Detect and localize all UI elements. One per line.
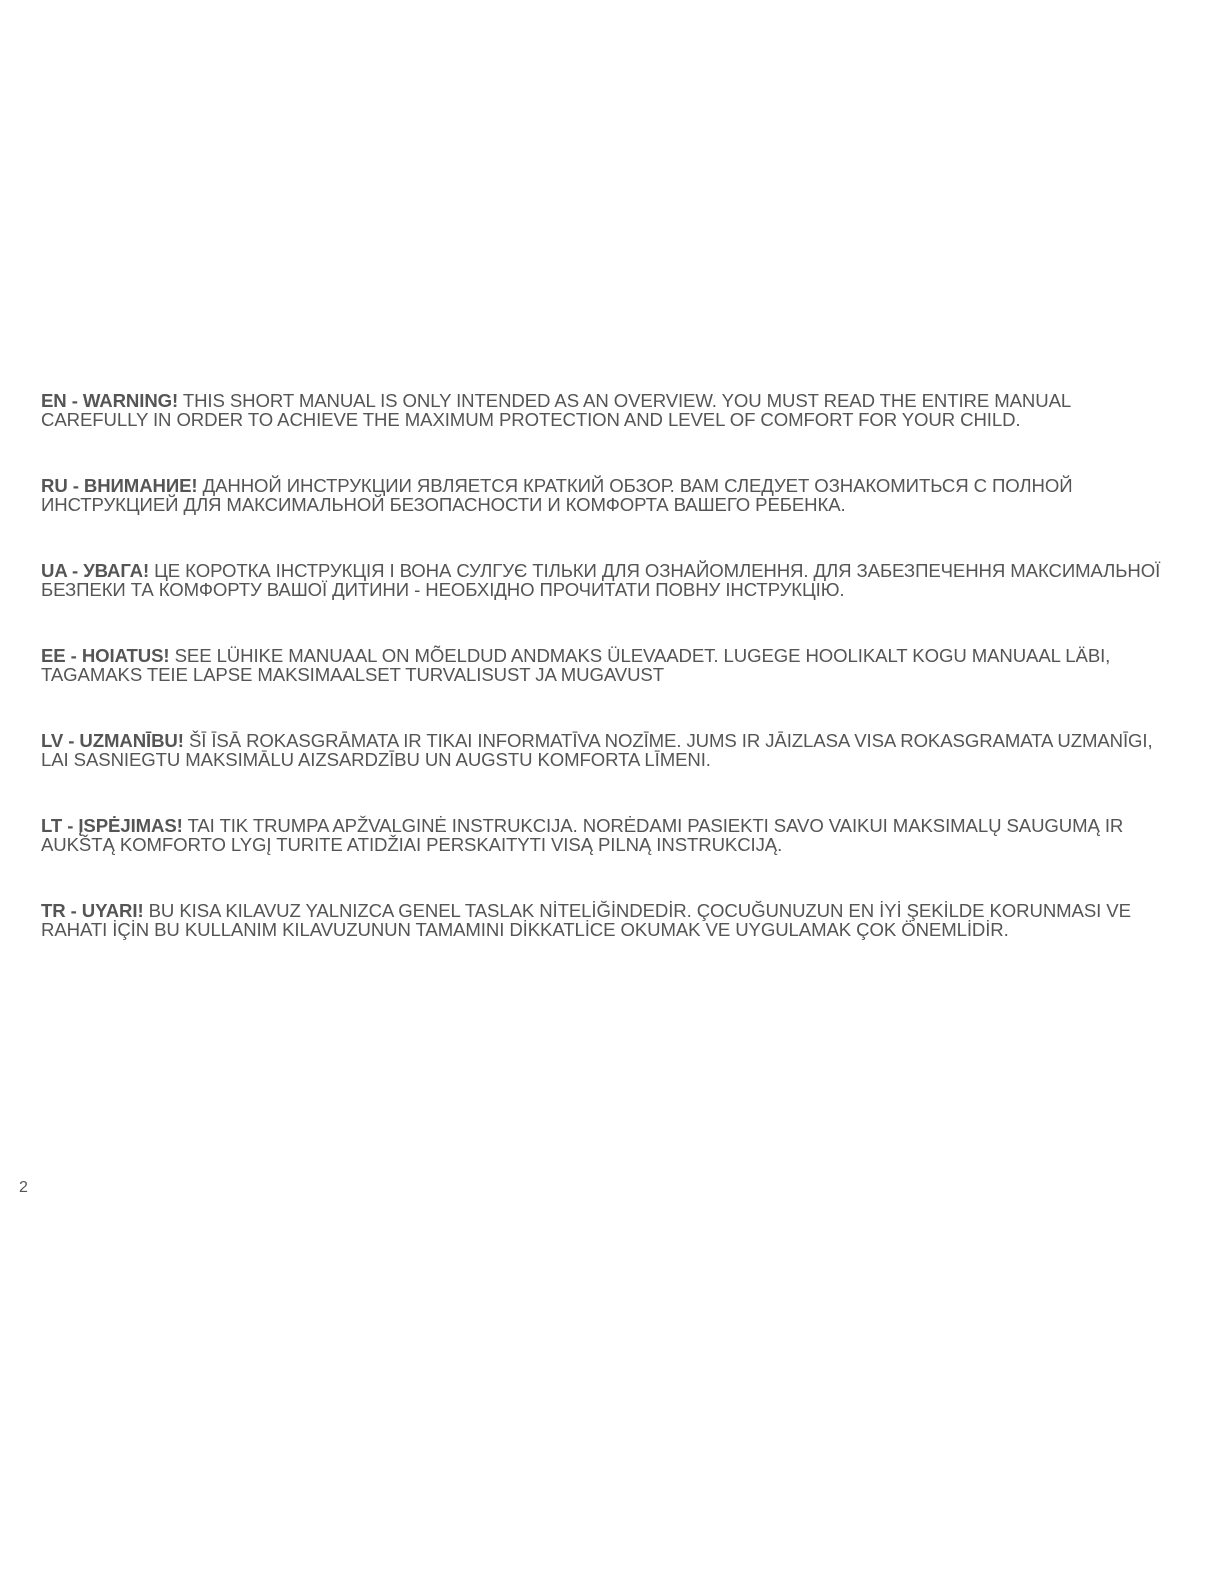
warning-ru	[41, 476, 1171, 514]
warnings-list	[41, 391, 1171, 986]
warning-label: LV - UZMANĪBU!	[41, 730, 184, 751]
warning-text: ДАННОЙ ИНСТРУКЦИИ ЯВЛЯЕТСЯ КРАТКИЙ ОБЗОР. ВАМ СЛЕДУЕТ ОЗНАКОМИТЬСЯ С ПОЛНОЙ ИНСТРУКЦИЕЙ ДЛЯ МАКСИМАЛЬНОЙ БЕЗОПАСНОСТИ И КОМФОРТА ВАШЕГО РЕБЕНКА.	[41, 475, 1073, 515]
warning-text: ЦЕ КОРОТКА ІНСТРУКЦІЯ І ВОНА СУЛГУЄ ТІЛЬКИ ДЛЯ ОЗНАЙОМЛЕННЯ. ДЛЯ ЗАБЕЗПЕЧЕННЯ МАКСИМАЛЬНОЇ БЕЗПЕКИ ТА КОМФОРТУ ВАШОЇ ДИТИНИ - НЕОБХІДНО ПРОЧИТАТИ ПОВНУ ІНСТРУКЦІЮ.	[41, 560, 1161, 600]
warning-ee	[41, 646, 1171, 684]
warning-tr	[41, 901, 1171, 939]
warning-en	[41, 391, 1171, 429]
warning-lv	[41, 731, 1171, 769]
warning-lt	[41, 816, 1171, 854]
warning-ua	[41, 561, 1171, 599]
warning-label: RU - ВНИМАНИЕ!	[41, 475, 198, 496]
warning-text: BU KISA KILAVUZ YALNIZCA GENEL TASLAK NİTELİĞİNDEDİR. ÇOCUĞUNUZUN EN İYİ ŞEKİLDE KORUNMASI VE RAHATI İÇİN BU KULLANIM KILAVUZUNUN TAMAMINI DİKKATLİCE OKUMAK VE UYGULAMAK ÇOK ÖNEMLİDİR.	[41, 900, 1131, 940]
warning-text: SEE LÜHIKE MANUAAL ON MÕELDUD ANDMAKS ÜLEVAADET. LUGEGE HOOLIKALT KOGU MANUAAL LÄBI, TAGAMAKS TEIE LAPSE MAKSIMAALSET TURVALISUST JA MUGAVUST	[41, 645, 1111, 685]
warning-text: THIS SHORT MANUAL IS ONLY INTENDED AS AN OVERVIEW. YOU MUST READ THE ENTIRE MANUAL CAREFULLY IN ORDER TO ACHIEVE THE MAXIMUM PROTECTION AND LEVEL OF COMFORT FOR YOUR CHILD.	[41, 390, 1071, 430]
page-number: 2	[19, 1179, 28, 1196]
warning-label: UA - УВАГА!	[41, 560, 150, 581]
warning-label: TR - UYARI!	[41, 900, 144, 921]
warning-label: EE - HOIATUS!	[41, 645, 170, 666]
warning-label: LT - ĮSPĖJIMAS!	[41, 815, 183, 836]
warning-text: ŠĪ ĪSĀ ROKASGRĀMATA IR TIKAI INFORMATĪVA NOZĪME. JUMS IR JĀIZLASA VISA ROKASGRAMATA UZMANĪGI, LAI SASNIEGTU MAKSIMĀLU AIZSARDZĪBU UN AUGSTU KOMFORTA LĪMENI.	[41, 730, 1153, 770]
warning-text: TAI TIK TRUMPA APŽVALGINĖ INSTRUKCIJA. NORĖDAMI PASIEKTI SAVO VAIKUI MAKSIMALŲ SAUGUMĄ IR AUKŠTĄ KOMFORTO LYGĮ TURITE ATIDŽIAI PERSKAITYTI VISĄ PILNĄ INSTRUKCIJĄ.	[41, 815, 1124, 855]
warning-label: EN - WARNING!	[41, 390, 179, 411]
